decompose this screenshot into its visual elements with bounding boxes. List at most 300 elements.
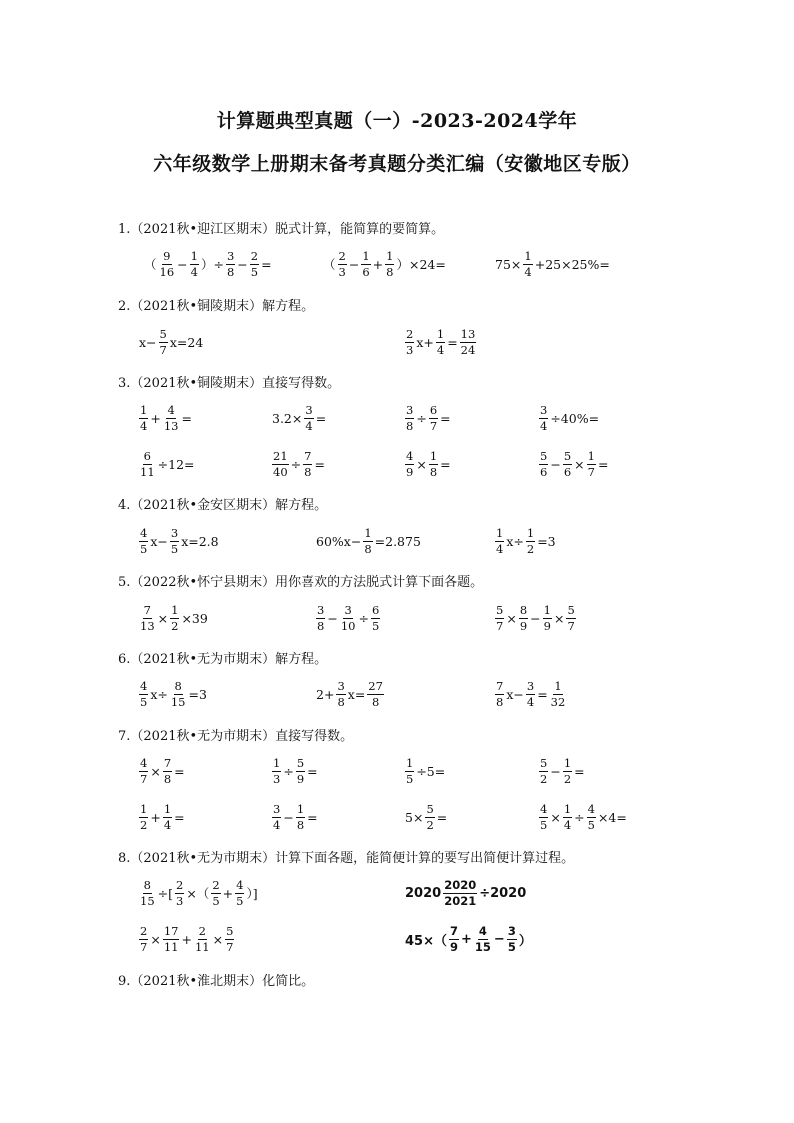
fraction-denominator: 7 <box>159 342 167 357</box>
fraction <box>139 604 156 633</box>
expr-text: − <box>530 610 541 626</box>
expr-text: × <box>553 610 565 626</box>
fraction-numerator: 27 <box>368 678 383 693</box>
fraction <box>405 757 414 786</box>
fraction <box>495 604 504 633</box>
math-expression <box>138 447 196 481</box>
fraction-denominator: 4 <box>563 817 572 832</box>
fraction <box>159 328 168 357</box>
fraction-denominator: 24 <box>460 342 476 357</box>
fraction <box>170 680 187 709</box>
fraction <box>507 925 517 954</box>
expr-text: x÷ <box>150 686 168 702</box>
fraction-denominator: 2 <box>171 618 179 633</box>
fraction-denominator: 7 <box>567 618 575 633</box>
fraction-numerator: 4 <box>587 801 595 816</box>
fraction-numerator: 4 <box>406 448 414 463</box>
fraction-denominator: 5 <box>406 771 414 786</box>
math-expression <box>271 401 327 435</box>
fraction-denominator: 2 <box>540 771 548 786</box>
fraction-numerator: 1 <box>296 801 305 816</box>
fraction-denominator: 8 <box>371 694 380 709</box>
fraction-denominator: 11 <box>163 939 179 954</box>
fraction-numerator: 7 <box>163 755 172 770</box>
expr-text: ） <box>518 933 532 949</box>
expr-text: ）÷ <box>200 257 224 272</box>
expr-text: =2.875 <box>374 533 421 549</box>
fraction-numerator: 3 <box>305 402 313 417</box>
fraction-denominator: 2 <box>426 817 434 832</box>
fraction-denominator: 8 <box>429 464 438 479</box>
fraction-denominator: 5 <box>371 618 380 633</box>
fraction-denominator: 4 <box>540 418 548 433</box>
math-expression <box>138 922 235 956</box>
expr-text: ÷2020 <box>479 885 527 901</box>
fraction <box>539 404 548 433</box>
fraction-denominator: 13 <box>163 418 179 433</box>
math-expression <box>138 524 220 558</box>
question-header: 1.（2021秋•迎江区期末）脱式计算，能简算的要简算。 <box>118 222 445 237</box>
fraction-denominator: 8 <box>317 618 325 633</box>
fraction <box>296 803 305 832</box>
fraction-numerator: 5 <box>563 448 572 463</box>
fraction <box>225 925 234 954</box>
expr-text: x− <box>139 334 157 350</box>
expr-text: 45×（ <box>405 933 447 949</box>
fraction-numerator: 1 <box>140 402 148 417</box>
fraction <box>539 450 548 479</box>
fraction-denominator: 4 <box>526 694 535 709</box>
expr-text: = <box>440 410 451 426</box>
expr-text: 60%x− <box>316 533 362 549</box>
expr-text: x+ <box>416 334 434 350</box>
fraction-numerator: 3 <box>337 678 345 693</box>
fraction-numerator: 7 <box>304 448 312 463</box>
expr-text: ）] <box>246 886 258 901</box>
expr-text: − <box>348 256 360 272</box>
fraction-numerator: 5 <box>226 923 234 938</box>
expr-text: + <box>222 885 234 901</box>
expr-text: × <box>506 610 517 626</box>
expr-text: − <box>493 931 505 947</box>
fraction <box>587 450 596 479</box>
fraction-denominator: 4 <box>436 342 445 357</box>
expr-text: + <box>461 931 472 947</box>
expr-text: = <box>174 763 185 779</box>
fraction <box>429 450 438 479</box>
fraction <box>539 803 548 832</box>
expr-text: + <box>150 410 161 426</box>
fraction-denominator: 9 <box>296 771 305 786</box>
fraction-denominator: 8 <box>337 694 345 709</box>
fraction-numerator: 8 <box>174 678 182 693</box>
fraction-denominator: 7 <box>587 464 595 479</box>
fraction-denominator: 2 <box>563 771 572 786</box>
fraction <box>250 250 259 279</box>
fraction <box>563 757 572 786</box>
expr-text: +25×25%= <box>534 256 610 272</box>
expr-text: ÷12= <box>157 456 195 472</box>
question-header: 4.（2021秋•金安区期末）解方程。 <box>118 498 328 513</box>
fraction <box>367 680 384 709</box>
fraction <box>460 328 477 357</box>
expr-text: x÷ <box>506 533 524 549</box>
fraction-numerator: 3 <box>526 678 535 693</box>
math-expression <box>404 447 452 481</box>
expr-text: − <box>177 256 188 272</box>
fraction <box>443 879 477 908</box>
math-expression <box>138 876 259 910</box>
fraction <box>587 803 596 832</box>
fraction-numerator: 17 <box>163 923 179 938</box>
fraction-denominator: 2 <box>526 541 535 556</box>
expr-text: 5× <box>405 809 424 825</box>
fraction-numerator: 2 <box>140 923 148 938</box>
fraction-denominator: 5 <box>140 541 148 556</box>
math-expression <box>315 601 381 635</box>
fraction <box>526 527 535 556</box>
fraction-denominator: 4 <box>140 418 148 433</box>
fraction-denominator: 8 <box>364 541 372 556</box>
fraction <box>361 250 370 279</box>
fraction-denominator: 7 <box>496 618 504 633</box>
fraction-numerator: 1 <box>362 248 370 263</box>
fraction-numerator: 1 <box>587 448 595 463</box>
fraction-denominator: 4 <box>163 817 172 832</box>
math-expression <box>138 325 204 359</box>
math-expression <box>138 754 186 788</box>
expr-text: = <box>307 763 318 779</box>
fraction-denominator: 6 <box>540 464 548 479</box>
fraction-numerator: 7 <box>449 923 458 938</box>
math-expression <box>143 247 273 281</box>
expr-text: = <box>537 686 548 702</box>
fraction <box>139 757 148 786</box>
fraction-denominator: 9 <box>406 464 414 479</box>
fraction-denominator: 5 <box>507 939 516 954</box>
fraction <box>371 604 380 633</box>
fraction-numerator: 3 <box>273 801 281 816</box>
math-expression <box>138 677 208 711</box>
math-expression <box>494 601 577 635</box>
expr-text: ÷40%= <box>550 410 600 426</box>
fraction <box>449 925 459 954</box>
expr-text: × <box>157 610 169 626</box>
expr-text: x=2.8 <box>181 533 219 549</box>
fraction-denominator: 6 <box>362 264 370 279</box>
fraction-numerator: 3 <box>226 248 235 263</box>
math-expression <box>315 677 385 711</box>
expr-text: ÷5= <box>416 763 446 779</box>
fraction <box>436 328 445 357</box>
fraction-denominator: 11 <box>140 464 155 479</box>
fraction-numerator: 21 <box>273 448 288 463</box>
fraction <box>296 757 305 786</box>
expr-text: × <box>550 809 561 825</box>
fraction-denominator: 4 <box>190 264 198 279</box>
math-expression <box>404 325 477 359</box>
fraction-denominator: 8 <box>304 464 312 479</box>
math-expression <box>538 800 628 834</box>
expr-text: = <box>574 763 585 779</box>
fraction <box>304 404 313 433</box>
fraction-numerator: 3 <box>540 402 548 417</box>
fraction-numerator: 8 <box>143 877 151 892</box>
fraction-denominator: 5 <box>236 893 244 908</box>
fraction-denominator: 3 <box>273 771 281 786</box>
fraction-numerator: 3 <box>170 525 179 540</box>
fraction-denominator: 32 <box>550 694 566 709</box>
fraction-numerator: 4 <box>236 877 244 892</box>
fraction <box>340 604 357 633</box>
expr-text: × <box>212 931 224 947</box>
fraction-denominator: 8 <box>163 771 172 786</box>
math-expression <box>138 401 193 435</box>
fraction <box>563 450 572 479</box>
expr-text: x=24 <box>169 334 204 350</box>
fraction-denominator: 15 <box>474 939 491 954</box>
fraction-numerator: 2 <box>176 877 184 892</box>
fraction <box>539 757 548 786</box>
expr-text: （ <box>144 257 157 272</box>
fraction-numerator: 7 <box>143 602 151 617</box>
fraction <box>405 404 414 433</box>
fraction-numerator: 2 <box>338 248 346 263</box>
fraction-denominator: 7 <box>429 418 438 433</box>
fraction-denominator: 6 <box>563 464 572 479</box>
expr-text: 3.2× <box>272 410 303 426</box>
fraction <box>190 250 199 279</box>
fraction-denominator: 3 <box>176 893 184 908</box>
math-expression <box>494 677 567 711</box>
fraction-numerator: 4 <box>140 525 148 540</box>
fraction-denominator: 8 <box>226 264 235 279</box>
math-expression <box>404 922 533 956</box>
fraction <box>526 680 535 709</box>
fraction-denominator: 8 <box>496 694 504 709</box>
fraction-numerator: 2 <box>406 326 414 341</box>
fraction <box>566 604 575 633</box>
expr-text: − <box>327 610 338 626</box>
fraction-numerator: 2 <box>250 248 259 263</box>
fraction-numerator: 1 <box>496 525 504 540</box>
fraction-denominator: 9 <box>543 618 551 633</box>
fraction-numerator: 1 <box>526 525 535 540</box>
fraction <box>495 527 504 556</box>
expr-text: 75× <box>495 256 522 272</box>
fraction <box>139 404 148 433</box>
fraction-numerator: 1 <box>543 602 551 617</box>
expr-text: ×4= <box>597 809 627 825</box>
fraction-numerator: 1 <box>273 755 281 770</box>
expr-text: ÷ <box>358 610 369 626</box>
fraction <box>316 604 325 633</box>
expr-text: = <box>307 809 318 825</box>
expr-text: = <box>315 410 327 426</box>
expr-text: ×39 <box>181 610 208 626</box>
math-expression <box>271 754 319 788</box>
math-expression <box>494 247 611 281</box>
expr-text: × <box>416 456 427 472</box>
fraction <box>163 404 180 433</box>
fraction-numerator: 3 <box>507 923 516 938</box>
fraction-numerator: 2020 <box>444 877 477 892</box>
fraction-numerator: 4 <box>540 801 548 816</box>
math-expression <box>138 800 186 834</box>
question-header: 5.（2022秋•怀宁县期末）用你喜欢的方法脱式计算下面各题。 <box>118 575 484 590</box>
expr-text: x− <box>150 533 168 549</box>
fraction <box>405 450 414 479</box>
expr-text: × <box>574 456 585 472</box>
math-expression <box>404 876 527 910</box>
fraction <box>163 925 180 954</box>
expr-text: ×（ <box>186 886 210 901</box>
fraction-numerator: 1 <box>429 448 438 463</box>
fraction-numerator: 5 <box>540 755 548 770</box>
fraction <box>175 879 184 908</box>
math-expression <box>404 754 446 788</box>
fraction <box>226 250 235 279</box>
expr-text: = <box>261 256 272 272</box>
expr-text: − <box>550 763 561 779</box>
question-header: 8.（2021秋•无为市期末）计算下面各题，能简便计算的要写出简便计算过程。 <box>118 851 575 866</box>
expr-text: ）×24= <box>396 257 446 272</box>
expr-text: + <box>372 256 384 272</box>
fraction-numerator: 1 <box>406 755 414 770</box>
fraction <box>385 250 394 279</box>
fraction <box>163 757 172 786</box>
fraction-denominator: 3 <box>406 342 414 357</box>
expr-text: × <box>150 931 161 947</box>
expr-text: = <box>447 334 458 350</box>
fraction-denominator: 5 <box>170 541 179 556</box>
math-expression <box>538 447 609 481</box>
math-expression <box>322 247 447 281</box>
math-expression <box>538 401 600 435</box>
expr-text: 2020 <box>405 885 442 901</box>
fraction-numerator: 5 <box>159 326 167 341</box>
math-expression <box>271 447 326 481</box>
fraction-numerator: 3 <box>317 602 325 617</box>
question-header: 2.（2021秋•铜陵期末）解方程。 <box>118 299 315 314</box>
fraction-numerator: 7 <box>496 678 504 693</box>
fraction-denominator: 5 <box>540 817 548 832</box>
fraction <box>211 879 220 908</box>
fraction-numerator: 6 <box>429 402 438 417</box>
expr-text: = <box>436 809 448 825</box>
fraction <box>194 925 211 954</box>
fraction <box>543 604 552 633</box>
expr-text: = <box>174 809 185 825</box>
fraction <box>272 757 281 786</box>
fraction <box>519 604 528 633</box>
expr-text: 2+ <box>316 686 335 702</box>
fraction-denominator: 7 <box>140 939 148 954</box>
fraction-numerator: 4 <box>478 923 487 938</box>
fraction <box>139 925 148 954</box>
fraction-denominator: 15 <box>140 893 155 908</box>
fraction-denominator: 4 <box>273 817 281 832</box>
fraction-numerator: 1 <box>364 525 372 540</box>
fraction-numerator: 4 <box>140 755 148 770</box>
fraction-denominator: 16 <box>159 264 175 279</box>
fraction-numerator: 5 <box>496 602 504 617</box>
question-header: 3.（2021秋•铜陵期末）直接写得数。 <box>118 376 341 391</box>
math-expression <box>315 524 422 558</box>
fraction <box>405 328 414 357</box>
fraction <box>139 879 156 908</box>
fraction-numerator: 1 <box>140 801 148 816</box>
fraction-denominator: 4 <box>305 418 313 433</box>
math-expression <box>271 800 319 834</box>
fraction-denominator: 2021 <box>444 893 477 908</box>
fraction <box>495 680 504 709</box>
fraction-numerator: 4 <box>167 402 175 417</box>
fraction-denominator: 8 <box>406 418 414 433</box>
fraction-denominator: 8 <box>386 264 394 279</box>
fraction-numerator: 5 <box>426 801 434 816</box>
expr-text: （ <box>323 257 336 272</box>
fraction <box>550 680 567 709</box>
fraction-denominator: 5 <box>250 264 259 279</box>
fraction-numerator: 3 <box>344 602 352 617</box>
fraction-numerator: 1 <box>171 602 179 617</box>
expr-text: x− <box>506 686 524 702</box>
fraction <box>139 803 148 832</box>
expr-text: ÷ <box>416 410 427 426</box>
fraction-denominator: 40 <box>273 464 288 479</box>
math-expression <box>404 401 452 435</box>
fraction <box>338 250 347 279</box>
fraction <box>474 925 492 954</box>
fraction-numerator: 1 <box>563 755 572 770</box>
fraction <box>303 450 312 479</box>
fraction-numerator: 1 <box>163 801 172 816</box>
fraction <box>163 803 172 832</box>
question-header: 6.（2021秋•无为市期末）解方程。 <box>118 652 328 667</box>
fraction-numerator: 2 <box>198 923 206 938</box>
expr-text: − <box>283 809 294 825</box>
fraction-denominator: 15 <box>170 694 186 709</box>
fraction-numerator: 1 <box>436 326 445 341</box>
fraction-denominator: 5 <box>587 817 595 832</box>
fraction <box>170 527 179 556</box>
fraction-numerator: 5 <box>567 602 575 617</box>
expr-text: ÷ <box>290 456 302 472</box>
fraction-numerator: 5 <box>540 448 548 463</box>
math-expression <box>538 754 586 788</box>
fraction-denominator: 3 <box>338 264 346 279</box>
expr-text: =3 <box>188 686 207 702</box>
fraction-denominator: 2 <box>140 817 148 832</box>
fraction <box>429 404 438 433</box>
fraction <box>336 680 345 709</box>
expr-text: − <box>550 456 561 472</box>
fraction-denominator: 4 <box>496 541 504 556</box>
math-expression <box>494 524 557 558</box>
expr-text: = <box>597 456 609 472</box>
question-header: 9.（2021秋•淮北期末）化简比。 <box>118 974 315 989</box>
math-expression <box>138 601 209 635</box>
fraction <box>425 803 434 832</box>
fraction-denominator: 9 <box>519 618 528 633</box>
fraction-numerator: 2 <box>212 877 220 892</box>
fraction <box>363 527 372 556</box>
fraction <box>139 450 156 479</box>
expr-text: = <box>440 456 451 472</box>
fraction <box>139 527 148 556</box>
fraction-denominator: 8 <box>296 817 305 832</box>
